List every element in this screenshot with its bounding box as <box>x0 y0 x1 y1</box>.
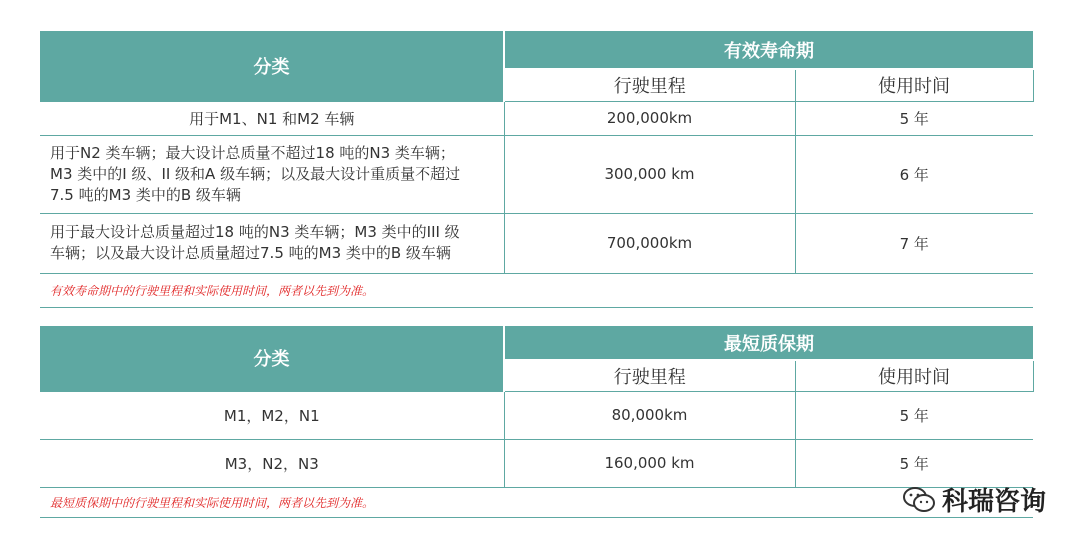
wechat-icon <box>902 486 936 514</box>
lifetime-table <box>40 31 1033 308</box>
table-row <box>40 213 1033 273</box>
mileage-header: 行驶里程 <box>504 69 795 101</box>
category-line: 用于最大设计总质量超过18 吨的N3 类车辆；M3 类中的III 级 <box>50 223 460 241</box>
category-line: 7.5 吨的M3 类中的B 级车辆 <box>50 185 241 204</box>
warranty-table <box>40 326 1033 518</box>
category-cell: M1，M2，N1 <box>40 391 504 439</box>
time-cell: 6 年 <box>795 135 1033 213</box>
table-row <box>40 391 1033 439</box>
mileage-cell: 160,000 km <box>504 439 795 487</box>
lifetime-group-header: 有效寿命期 <box>504 31 1033 69</box>
time-cell: 5 年 <box>795 101 1033 135</box>
category-header: 分类 <box>40 31 504 101</box>
category-line: M3 类中的I 级、II 级和A 级车辆；以及最大设计重质量不超过 <box>50 164 461 183</box>
mileage-cell: 700,000km <box>504 213 795 273</box>
category-line: 车辆；以及最大设计总质量超过7.5 吨的M3 类中的B 级车辆 <box>50 244 451 262</box>
time-cell: 5 年 <box>795 439 1033 487</box>
mileage-cell: 80,000km <box>504 391 795 439</box>
warranty-group-header: 最短质保期 <box>504 326 1033 360</box>
time-cell: 5 年 <box>795 391 1033 439</box>
table-row <box>40 439 1033 487</box>
footnote: 有效寿命期中的行驶里程和实际使用时间，两者以先到为准。 <box>40 273 1033 307</box>
mileage-header: 行驶里程 <box>504 360 795 391</box>
category-cell: 用于M1、N1 和M2 车辆 <box>40 101 504 135</box>
category-line: 用于N2 类车辆；最大设计总质量不超过18 吨的N3 类车辆； <box>50 143 455 162</box>
category-cell <box>40 213 504 273</box>
mileage-cell: 200,000km <box>504 101 795 135</box>
time-header: 使用时间 <box>795 69 1033 101</box>
table-row <box>40 101 1033 135</box>
category-cell: M3，N2，N3 <box>40 439 504 487</box>
watermark <box>902 481 1046 518</box>
watermark-text: 科瑞咨询 <box>941 487 1046 517</box>
table-row <box>40 135 1033 213</box>
category-cell <box>40 135 504 213</box>
category-header: 分类 <box>40 326 504 391</box>
time-cell: 7 年 <box>795 213 1033 273</box>
time-header: 使用时间 <box>795 360 1033 391</box>
mileage-cell: 300,000 km <box>504 135 795 213</box>
footnote: 最短质保期中的行驶里程和实际使用时间，两者以先到为准。 <box>40 487 1033 517</box>
